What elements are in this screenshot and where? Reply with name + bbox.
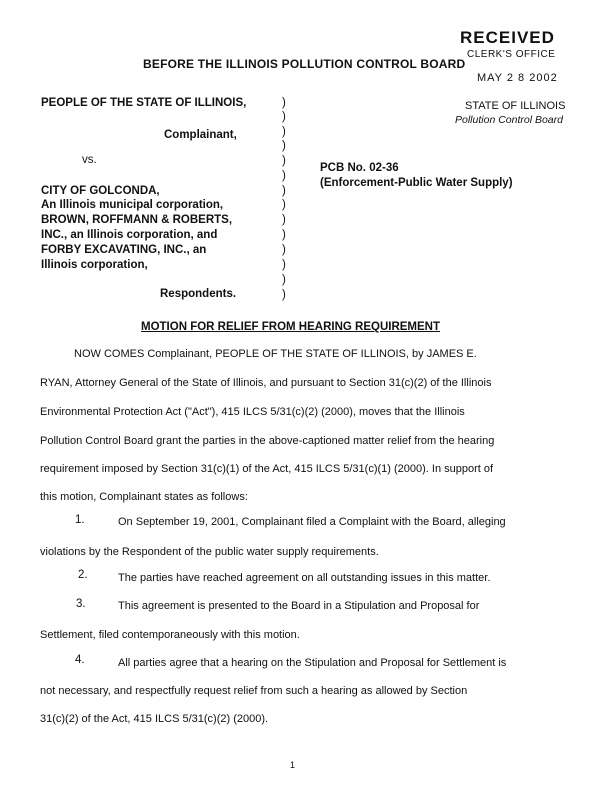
body-text-line: violations by the Respondent of the public water supply requirements. (40, 546, 379, 558)
stamp-office: CLERK'S OFFICE (467, 49, 556, 60)
respondent-line: Illinois corporation, (41, 259, 148, 271)
page-title: BEFORE THE ILLINOIS POLLUTION CONTROL BOARD (143, 57, 466, 71)
body-text-line: RYAN, Attorney General of the State of Illinois, and pursuant to Section 31(c)(2) of the Illinois (40, 377, 492, 389)
body-text-line: NOW COMES Complainant, PEOPLE OF THE STATE OF ILLINOIS, by JAMES E. (74, 348, 477, 360)
respondent-line: BROWN, ROFFMANN & ROBERTS, (41, 214, 233, 226)
body-text-line: All parties agree that a hearing on the Stipulation and Proposal for Settlement is (118, 657, 507, 669)
body-text-line: 31(c)(2) of the Act, 415 ILCS 5/31(c)(2) (2000). (40, 713, 269, 725)
stamp-state: STATE OF ILLINOIS (465, 100, 566, 112)
case-type: (Enforcement-Public Water Supply) (320, 177, 513, 189)
stamp-board: Pollution Control Board (455, 114, 563, 126)
body-text-line: On September 19, 2001, Complainant filed a Complaint with the Board, alleging (118, 516, 506, 528)
complainant-name: PEOPLE OF THE STATE OF ILLINOIS, (41, 97, 247, 109)
item-number: 4. (75, 654, 85, 666)
body-text-line: Settlement, filed contemporaneously with this motion. (40, 629, 300, 641)
body-text-line: The parties have reached agreement on all outstanding issues in this matter. (118, 572, 491, 584)
stamp-date: MAY 2 8 2002 (477, 72, 558, 84)
body-text-line: not necessary, and respectfully request relief from such a hearing as allowed by Section (40, 685, 468, 697)
motion-title: MOTION FOR RELIEF FROM HEARING REQUIREMENT (141, 321, 440, 333)
respondent-line: INC., an Illinois corporation, and (41, 229, 218, 241)
respondent-line: CITY OF GOLCONDA, (41, 185, 160, 197)
body-text-line: this motion, Complainant states as follows: (40, 491, 248, 503)
respondent-line: An Illinois municipal corporation, (41, 199, 224, 211)
versus-label: vs. (82, 154, 97, 166)
body-text-line: Environmental Protection Act ("Act"), 415 ILCS 5/31(c)(2) (2000), moves that the Illinois (40, 406, 465, 418)
page-number: 1 (290, 760, 296, 770)
item-number: 1. (75, 514, 85, 526)
complainant-role: Complainant, (164, 129, 237, 141)
document-page: RECEIVED CLERK'S OFFICE MAY 2 8 2002 BEFORE THE ILLINOIS POLLUTION CONTROL BOARD STATE OF ILLINOIS Pollution Control Board PEOPLE OF THE STATE OF ILLINOIS, Complainant, vs. CITY OF GOLCONDA, An Illinois municipal corporation, BROWN, ROFFMANN & ROBERTS, INC., an Illinois corporation, and FORBY EXCAVATING, INC., an Illinois corporation, Respondents. PCB No. 02-36 (Enforcement-Public Water Supply) ) ) ) ) ) ) ) ) ) ) ) ) ) ) MOTION FOR RELIEF FROM HEARING REQUIREMENT NOW COMES Complainant, PEOPLE OF THE STATE OF ILLINOIS, by JAMES E. RYAN, Attorney General of the State of Illinois, and pursuant to Section 31(c)(2) of the Illinois Environmental Protection Act ("Act"), 415 ILCS 5/31(c)(2) (2000), moves that the Illinois Pollution Control Board grant the parties in the above-captioned matter relief from the hearing requirement imposed by Section 31(c)(1) of the Act, 415 ILCS 5/31(c)(1) (2000). In support of this motion, Complainant states as follows: 1. On September 19, 2001, Complainant filed a Complaint with the Board, alleging violations by the Respondent of the public water supply requirements. 2. The parties have reached agreement on all outstanding issues in this matter. 3. This agreement is presented to the Board in a Stipulation and Proposal for Settlement, filed contemporaneously with this motion. 4. All parties agree that a hearing on the Stipulation and Proposal for Settlement is not necessary, and respectfully request relief from such a hearing as allowed by Section 31(c)(2) of the Act, 415 ILCS 5/31(c)(2) (2000). 1 (0, 0, 605, 800)
body-text-line: requirement imposed by Section 31(c)(1) of the Act, 415 ILCS 5/31(c)(1) (2000). In support of (40, 463, 494, 475)
received-stamp (455, 28, 603, 98)
item-number: 2. (78, 569, 88, 581)
respondent-line: FORBY EXCAVATING, INC., an (41, 244, 207, 256)
case-number: PCB No. 02-36 (320, 162, 399, 174)
stamp-received: RECEIVED (460, 28, 555, 47)
body-text-line: This agreement is presented to the Board in a Stipulation and Proposal for (118, 600, 480, 612)
body-text-line: Pollution Control Board grant the parties in the above-captioned matter relief from the hearing (40, 435, 495, 447)
item-number: 3. (76, 598, 86, 610)
respondents-role: Respondents. (160, 288, 237, 300)
